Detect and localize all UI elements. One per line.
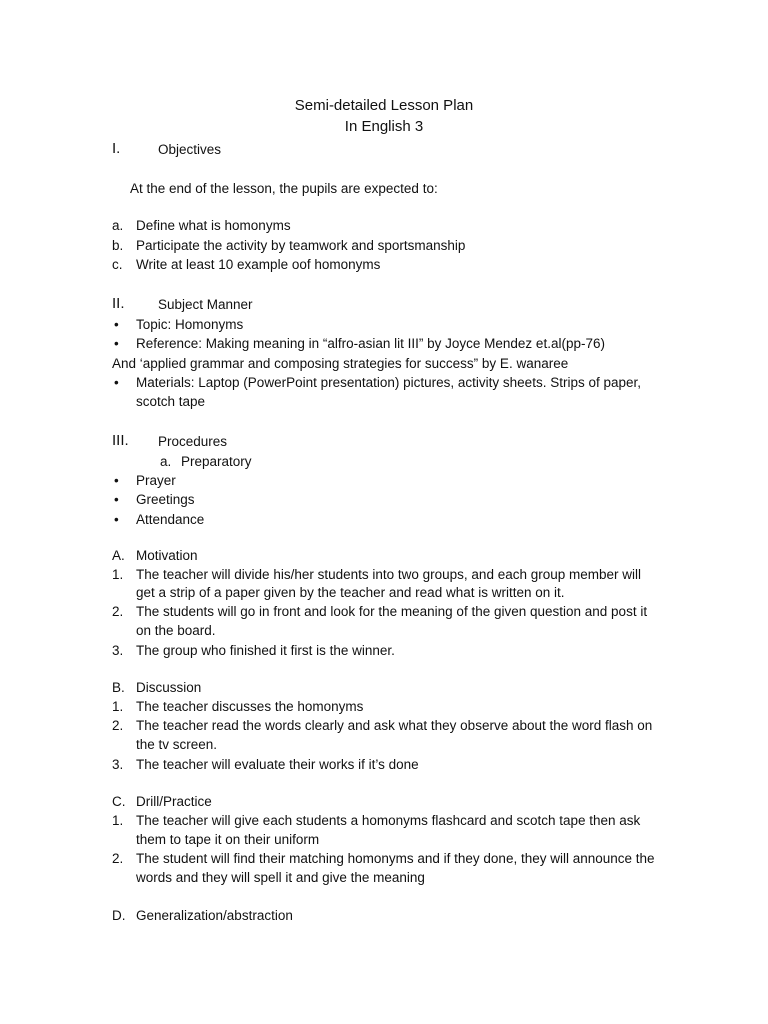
list-marker: A. <box>112 548 125 563</box>
list-marker: c. <box>112 257 123 272</box>
subsection-heading-motivation: Motivation <box>136 548 198 563</box>
section-numeral-objectives: I. <box>112 140 121 157</box>
bullet-icon: • <box>114 336 119 351</box>
subject-materials-continued: scotch tape <box>136 394 206 409</box>
objectives-intro: At the end of the lesson, the pupils are expected to: <box>130 181 438 196</box>
list-marker: 2. <box>112 718 124 733</box>
section-heading-objectives: Objectives <box>158 142 222 157</box>
subsection-heading-drill: Drill/Practice <box>136 794 212 809</box>
list-item: The teacher will evaluate their works if it’s done <box>136 757 419 772</box>
bullet-icon: • <box>114 512 119 527</box>
list-marker: B. <box>112 680 125 695</box>
list-item: The group who finished it first is the winner. <box>136 643 395 658</box>
list-marker: 1. <box>112 699 124 714</box>
list-item-continued: them to tape it on their uniform <box>136 832 320 847</box>
list-marker: D. <box>112 908 126 923</box>
list-item-continued: the tv screen. <box>136 737 218 752</box>
section-numeral-procedures: III. <box>112 432 129 449</box>
list-marker: 2. <box>112 604 124 619</box>
list-marker: b. <box>112 238 124 253</box>
list-item: The teacher read the words clearly and ask what they observe about the word flash on <box>136 718 653 733</box>
bullet-icon: • <box>114 375 119 390</box>
list-marker: 1. <box>112 813 124 828</box>
subject-reference-continued: And ‘applied grammar and composing strategies for success” by E. wanaree <box>112 356 569 371</box>
subject-materials: Materials: Laptop (PowerPoint presentation) pictures, activity sheets. Strips of paper, <box>136 375 641 390</box>
bullet-icon: • <box>114 317 119 332</box>
list-item: The student will find their matching homonyms and if they done, they will announce the <box>136 851 655 866</box>
list-item: The teacher discusses the homonyms <box>136 699 364 714</box>
document-subtitle: In English 3 <box>344 118 424 135</box>
subsection-heading-generalization: Generalization/abstraction <box>136 908 293 923</box>
preparatory-item: Prayer <box>136 473 176 488</box>
list-item: The teacher will give each students a homonyms flashcard and scotch tape then ask <box>136 813 641 828</box>
list-marker: 3. <box>112 757 124 772</box>
section-numeral-subject: II. <box>112 295 125 312</box>
list-marker: a. <box>112 218 124 233</box>
list-item-continued: get a strip of a paper given by the teacher and read what is written on it. <box>136 585 565 600</box>
subject-topic: Topic: Homonyms <box>136 317 244 332</box>
bullet-icon: • <box>114 492 119 507</box>
objective-item: Define what is homonyms <box>136 218 291 233</box>
objective-item: Participate the activity by teamwork and sportsmanship <box>136 238 466 253</box>
subject-reference: Reference: Making meaning in “alfro-asian lit III” by Joyce Mendez et.al(pp-76) <box>136 336 605 351</box>
list-marker: 2. <box>112 851 124 866</box>
list-marker: 1. <box>112 567 124 582</box>
preparatory-item: Greetings <box>136 492 195 507</box>
list-marker: 3. <box>112 643 124 658</box>
document-title: Semi-detailed Lesson Plan <box>294 97 474 114</box>
list-item-continued: on the board. <box>136 623 216 638</box>
section-heading-subject: Subject Manner <box>158 297 253 312</box>
list-marker: C. <box>112 794 126 809</box>
subsection-heading-discussion: Discussion <box>136 680 202 695</box>
list-item: The students will go in front and look for the meaning of the given question and post it <box>136 604 648 619</box>
list-item: The teacher will divide his/her students into two groups, and each group member will <box>136 567 642 582</box>
list-item-continued: words and they will spell it and give the meaning <box>136 870 425 885</box>
preparatory-item: Attendance <box>136 512 205 527</box>
list-marker: a. <box>160 454 172 469</box>
subsection-heading-preparatory: Preparatory <box>181 454 252 469</box>
section-heading-procedures: Procedures <box>158 434 228 449</box>
objective-item: Write at least 10 example oof homonyms <box>136 257 381 272</box>
bullet-icon: • <box>114 473 119 488</box>
